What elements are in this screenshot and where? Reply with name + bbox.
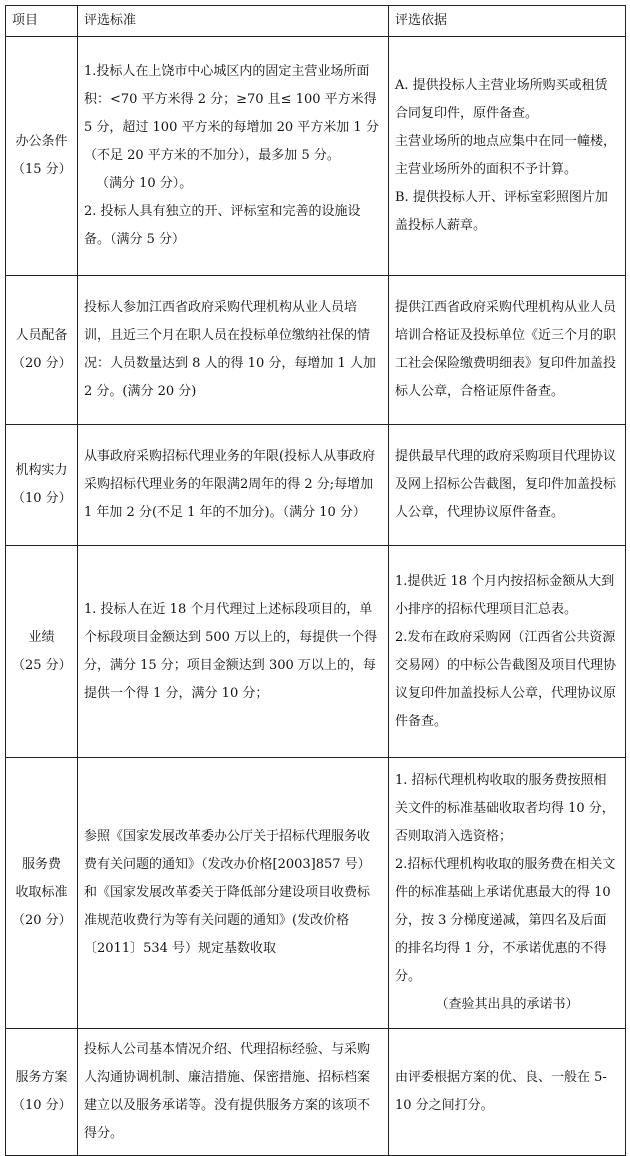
criteria-cell [78, 425, 389, 546]
basis-text: （查验其出具的承诺书） [435, 997, 579, 1012]
basis-cell [389, 1029, 626, 1156]
item-score: （10 分） [12, 491, 72, 506]
criteria-text: 投标人参加江西省政府采购代理机构从业人员培训，且近三个月在职人员在投标单位缴纳社保的情况：人员数量达到 8 人的得 10 分，每增加 1 人加 2 分。(满分 20 分) [84, 300, 376, 399]
header-basis: 评选依据 [389, 6, 626, 37]
item-name: 业绩 [28, 629, 55, 645]
basis-cell [389, 37, 626, 276]
item-cell [6, 425, 78, 546]
item-cell [6, 546, 78, 758]
item-name: 机构实力 [15, 463, 68, 478]
basis-text: 1.提供近 18 个月内按招标金额从大到小排序的招标代理项目汇总表。 [395, 573, 615, 617]
evaluation-table [5, 5, 626, 1156]
basis-text: 2.发布在政府采购网（江西省公共资源交易网）的中标公告截图及项目代理协议复印件加盖投标人公章，代理协议原件备查。 [395, 629, 617, 729]
basis-cell [389, 758, 626, 1029]
table-row [6, 1029, 626, 1156]
criteria-text: 1.投标人在上饶市中心城区内的固定主营业场所面积：<70 平方米得 2 分；≥70 且≤ 100 平方米得 5 分，超过 100 平方米的每增加 20 平方米加 1 分（不足 20 平方米的不加分），最多加 5 分。 [84, 64, 379, 163]
header-criteria: 评选标准 [78, 6, 389, 37]
item-name: 办公条件 [15, 134, 68, 149]
criteria-cell [78, 758, 389, 1029]
item-cell [6, 1029, 78, 1156]
criteria-cell [78, 546, 389, 758]
item-cell [6, 37, 78, 276]
basis-text: 提供最早代理的政府采购项目代理协议及网上招标公告截图，复印件加盖投标人公章，代理协议原件备查。 [395, 449, 617, 520]
item-name: 服务方案 [15, 1070, 68, 1085]
item-cell [6, 276, 78, 425]
table-row [6, 425, 626, 546]
criteria-text: 投标人公司基本情况介绍、代理招标经验、与采购人沟通协调机制、廉洁措施、保密措施、招标档案建立以及服务承诺等。没有提供服务方案的该项不得分。 [84, 1042, 371, 1141]
item-score: （25 分） [12, 657, 72, 673]
item-score: （15 分） [12, 162, 72, 177]
criteria-cell [78, 37, 389, 276]
table-row [6, 758, 626, 1029]
header-row [6, 6, 626, 37]
basis-text: 2.招标代理机构收取的服务费在相关文件的标准基础上承诺优惠最大的得 10 分，按 3 分梯度递减，第四名及后面的排名均得 1 分，不承诺优惠的不得分。 [395, 857, 616, 984]
basis-text: A. 提供投标人主营业场所购买或租赁合同复印件，原件备查。 [395, 78, 608, 121]
item-score: （10 分） [12, 1098, 72, 1113]
table-row [6, 37, 626, 276]
basis-cell [389, 425, 626, 546]
basis-cell [389, 546, 626, 758]
criteria-text: 2. 投标人具有独立的开、评标室和完善的设施设备。（满分 5 分） [84, 204, 361, 247]
header-item: 项目 [6, 6, 78, 37]
basis-text: 提供江西省政府采购代理机构从业人员培训合格证及投标单位《近三个月的职工社会保险缴费明细表》复印件加盖投标人公章，合格证原件备查。 [395, 300, 617, 399]
criteria-text: 从事政府采购招标代理业务的年限(投标人从事政府采购招标代理业务的年限满2周年的得 2 分;每增加 1 年加 2 分(不足 1 年的不加分)。（满分 10 分） [84, 449, 376, 520]
criteria-text: 参照《国家发展改革委办公厅关于招标代理服务收费有关问题的通知》（发改办价格[2003]857 号）和《国家发展改革委关于降低部分建设项目收费标准规范收费行为等有关问题的通知》(发改价格〔2011〕534 号）规定基数收取 [84, 829, 371, 956]
item-name: 服务费 [21, 857, 61, 872]
basis-cell [389, 276, 626, 425]
basis-text: B. 提供投标人开、评标室彩照图片加盖投标人薪章。 [395, 190, 608, 233]
criteria-cell [78, 276, 389, 425]
item-score: （20 分） [12, 356, 72, 371]
item-name: 收取标准 [15, 885, 68, 900]
table-row [6, 546, 626, 758]
criteria-cell [78, 1029, 389, 1156]
item-score: （20 分） [12, 913, 72, 928]
criteria-text: 1. 投标人在近 18 个月代理过上述标段项目的，单个标段项目金额达到 500 万以上的，每提供一个得分，满分 15 分；项目金额达到 300 万以上的，每提供一个得 1 分，满分 10 分； [84, 601, 378, 701]
item-name: 人员配备 [15, 328, 68, 343]
criteria-text: （满分 10 分）。 [96, 176, 193, 191]
item-cell [6, 758, 78, 1029]
basis-text: 1. 招标代理机构收取的服务费按照相关文件的标准基础收取者均得 10 分，否则取消入选资格； [395, 773, 615, 844]
basis-text: 由评委根据方案的优、良、一般在 5-10 分之间打分。 [395, 1070, 607, 1113]
table-row [6, 276, 626, 425]
basis-text: 主营业场所的地点应集中在同一幢楼，主营业场所外的面积不予计算。 [395, 134, 617, 177]
